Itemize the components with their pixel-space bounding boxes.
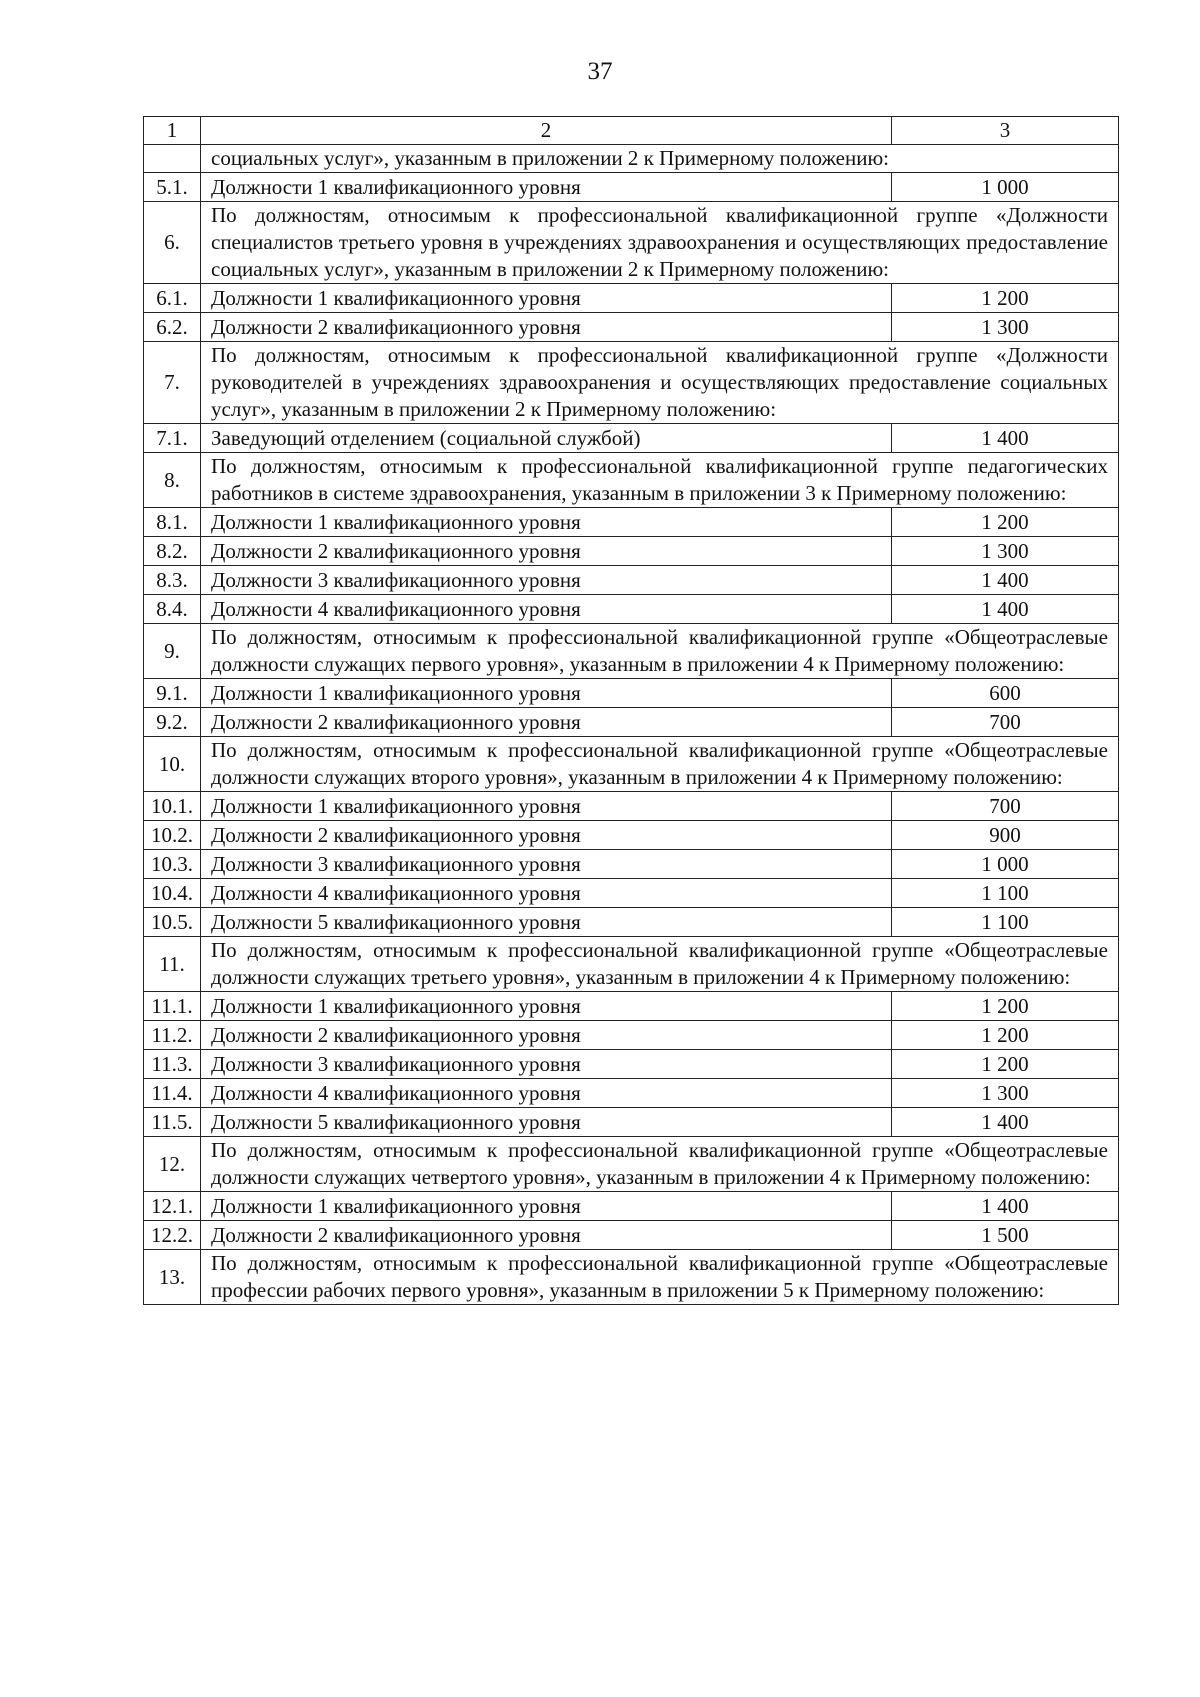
position-label: Должности 2 квалификационного уровня <box>201 1221 892 1250</box>
table-row <box>144 879 1119 908</box>
header-col-3: 3 <box>892 117 1119 145</box>
row-number: 13. <box>144 1250 201 1305</box>
row-number: 11.4. <box>144 1079 201 1108</box>
group-heading-row <box>144 453 1119 508</box>
group-heading-row <box>144 202 1119 284</box>
table-row <box>144 424 1119 453</box>
position-label: Должности 1 квалификационного уровня <box>201 1192 892 1221</box>
position-label: Должности 1 квалификационного уровня <box>201 992 892 1021</box>
row-number: 8.3. <box>144 566 201 595</box>
row-number: 7.1. <box>144 424 201 453</box>
position-label: Должности 2 квалификационного уровня <box>201 821 892 850</box>
position-label: Должности 2 квалификационного уровня <box>201 313 892 342</box>
row-number: 11.3. <box>144 1050 201 1079</box>
table-row <box>144 508 1119 537</box>
table-row <box>144 1192 1119 1221</box>
table-row <box>144 566 1119 595</box>
allowance-amount: 900 <box>892 821 1119 850</box>
group-heading-row <box>144 737 1119 792</box>
row-number: 8. <box>144 453 201 508</box>
group-heading-row <box>144 1250 1119 1305</box>
allowance-amount: 1 200 <box>892 1021 1119 1050</box>
allowance-amount: 1 400 <box>892 566 1119 595</box>
row-number: 8.2. <box>144 537 201 566</box>
row-number: 11. <box>144 937 201 992</box>
row-number: 11.1. <box>144 992 201 1021</box>
allowance-amount: 1 100 <box>892 879 1119 908</box>
table-row <box>144 992 1119 1021</box>
row-number: 10.2. <box>144 821 201 850</box>
group-heading-row <box>144 342 1119 424</box>
table-row <box>144 679 1119 708</box>
position-label: Должности 2 квалификационного уровня <box>201 1021 892 1050</box>
allowance-amount: 1 300 <box>892 537 1119 566</box>
continuation-text: социальных услуг», указанным в приложении 2 к Примерному положению: <box>201 145 1119 173</box>
row-number: 10.4. <box>144 879 201 908</box>
row-number: 11.2. <box>144 1021 201 1050</box>
group-heading-text: По должностям, относимым к профессиональной квалификационной группе педагогических работников в системе здравоохранения, указанным в приложении 3 к Примерному положению: <box>201 453 1119 508</box>
table-row <box>144 284 1119 313</box>
position-label: Должности 1 квалификационного уровня <box>201 173 892 202</box>
row-number: 10. <box>144 737 201 792</box>
group-heading-text: По должностям, относимым к профессиональной квалификационной группе «Должности руководителей в учреждениях здравоохранения и осуществляющих предоставление социальных услуг», указанным в приложении 2 к Примерному положению: <box>201 342 1119 424</box>
allowance-amount: 1 400 <box>892 1108 1119 1137</box>
row-number <box>144 145 201 173</box>
row-number: 12.2. <box>144 1221 201 1250</box>
allowance-amount: 1 000 <box>892 850 1119 879</box>
position-label: Должности 5 квалификационного уровня <box>201 1108 892 1137</box>
allowance-amount: 1 500 <box>892 1221 1119 1250</box>
group-heading-text: По должностям, относимым к профессиональной квалификационной группе «Общеотраслевые профессии рабочих первого уровня», указанным в приложении 5 к Примерному положению: <box>201 1250 1119 1305</box>
group-heading-text: По должностям, относимым к профессиональной квалификационной группе «Общеотраслевые должности служащих второго уровня», указанным в приложении 4 к Примерному положению: <box>201 737 1119 792</box>
continuation-row <box>144 145 1119 173</box>
row-number: 7. <box>144 342 201 424</box>
table-row <box>144 313 1119 342</box>
allowance-amount: 1 000 <box>892 173 1119 202</box>
table-row <box>144 821 1119 850</box>
row-number: 6.2. <box>144 313 201 342</box>
row-number: 8.1. <box>144 508 201 537</box>
row-number: 9. <box>144 624 201 679</box>
row-number: 6. <box>144 202 201 284</box>
position-label: Должности 4 квалификационного уровня <box>201 879 892 908</box>
table-row <box>144 1021 1119 1050</box>
position-label: Должности 1 квалификационного уровня <box>201 284 892 313</box>
group-heading-text: По должностям, относимым к профессиональной квалификационной группе «Общеотраслевые должности служащих четвертого уровня», указанным в приложении 4 к Примерному положению: <box>201 1137 1119 1192</box>
position-label: Должности 1 квалификационного уровня <box>201 508 892 537</box>
group-heading-text: По должностям, относимым к профессиональной квалификационной группе «Общеотраслевые должности служащих первого уровня», указанным в приложении 4 к Примерному положению: <box>201 624 1119 679</box>
allowance-amount: 1 400 <box>892 595 1119 624</box>
table-row <box>144 792 1119 821</box>
group-heading-row <box>144 937 1119 992</box>
position-label: Должности 4 квалификационного уровня <box>201 595 892 624</box>
page-number: 37 <box>587 58 613 85</box>
allowance-amount: 1 300 <box>892 1079 1119 1108</box>
position-label: Должности 2 квалификационного уровня <box>201 537 892 566</box>
allowance-amount: 1 400 <box>892 1192 1119 1221</box>
group-heading-row <box>144 624 1119 679</box>
allowance-amount: 1 300 <box>892 313 1119 342</box>
table-row <box>144 708 1119 737</box>
group-heading-text: По должностям, относимым к профессиональной квалификационной группе «Должности специалистов третьего уровня в учреждениях здравоохранения и осуществляющих предоставление социальных услуг», указанным в приложении 2 к Примерному положению: <box>201 202 1119 284</box>
header-col-1: 1 <box>144 117 201 145</box>
allowance-amount: 1 400 <box>892 424 1119 453</box>
row-number: 12. <box>144 1137 201 1192</box>
allowance-amount: 1 200 <box>892 284 1119 313</box>
position-label: Должности 5 квалификационного уровня <box>201 908 892 937</box>
position-label: Должности 1 квалификационного уровня <box>201 679 892 708</box>
table-row <box>144 1050 1119 1079</box>
allowance-amount: 1 200 <box>892 992 1119 1021</box>
table-row <box>144 1221 1119 1250</box>
row-number: 5.1. <box>144 173 201 202</box>
table-row <box>144 173 1119 202</box>
row-number: 11.5. <box>144 1108 201 1137</box>
allowance-table <box>143 116 1119 1305</box>
position-label: Должности 4 квалификационного уровня <box>201 1079 892 1108</box>
table-row <box>144 1108 1119 1137</box>
table-body <box>144 117 1119 1305</box>
table-header-row <box>144 117 1119 145</box>
row-number: 10.5. <box>144 908 201 937</box>
group-heading-text: По должностям, относимым к профессиональной квалификационной группе «Общеотраслевые должности служащих третьего уровня», указанным в приложении 4 к Примерному положению: <box>201 937 1119 992</box>
position-label: Заведующий отделением (социальной службой) <box>201 424 892 453</box>
row-number: 10.1. <box>144 792 201 821</box>
position-label: Должности 3 квалификационного уровня <box>201 1050 892 1079</box>
allowance-amount: 700 <box>892 708 1119 737</box>
table-row <box>144 908 1119 937</box>
row-number: 9.1. <box>144 679 201 708</box>
allowance-amount: 1 200 <box>892 508 1119 537</box>
row-number: 9.2. <box>144 708 201 737</box>
position-label: Должности 1 квалификационного уровня <box>201 792 892 821</box>
row-number: 8.4. <box>144 595 201 624</box>
row-number: 12.1. <box>144 1192 201 1221</box>
table-row <box>144 537 1119 566</box>
group-heading-row <box>144 1137 1119 1192</box>
row-number: 6.1. <box>144 284 201 313</box>
header-col-2: 2 <box>201 117 892 145</box>
row-number: 10.3. <box>144 850 201 879</box>
table-row <box>144 595 1119 624</box>
allowance-amount: 700 <box>892 792 1119 821</box>
allowance-amount: 600 <box>892 679 1119 708</box>
table-row <box>144 850 1119 879</box>
position-label: Должности 2 квалификационного уровня <box>201 708 892 737</box>
table-row <box>144 1079 1119 1108</box>
allowance-amount: 1 100 <box>892 908 1119 937</box>
position-label: Должности 3 квалификационного уровня <box>201 850 892 879</box>
position-label: Должности 3 квалификационного уровня <box>201 566 892 595</box>
allowance-amount: 1 200 <box>892 1050 1119 1079</box>
